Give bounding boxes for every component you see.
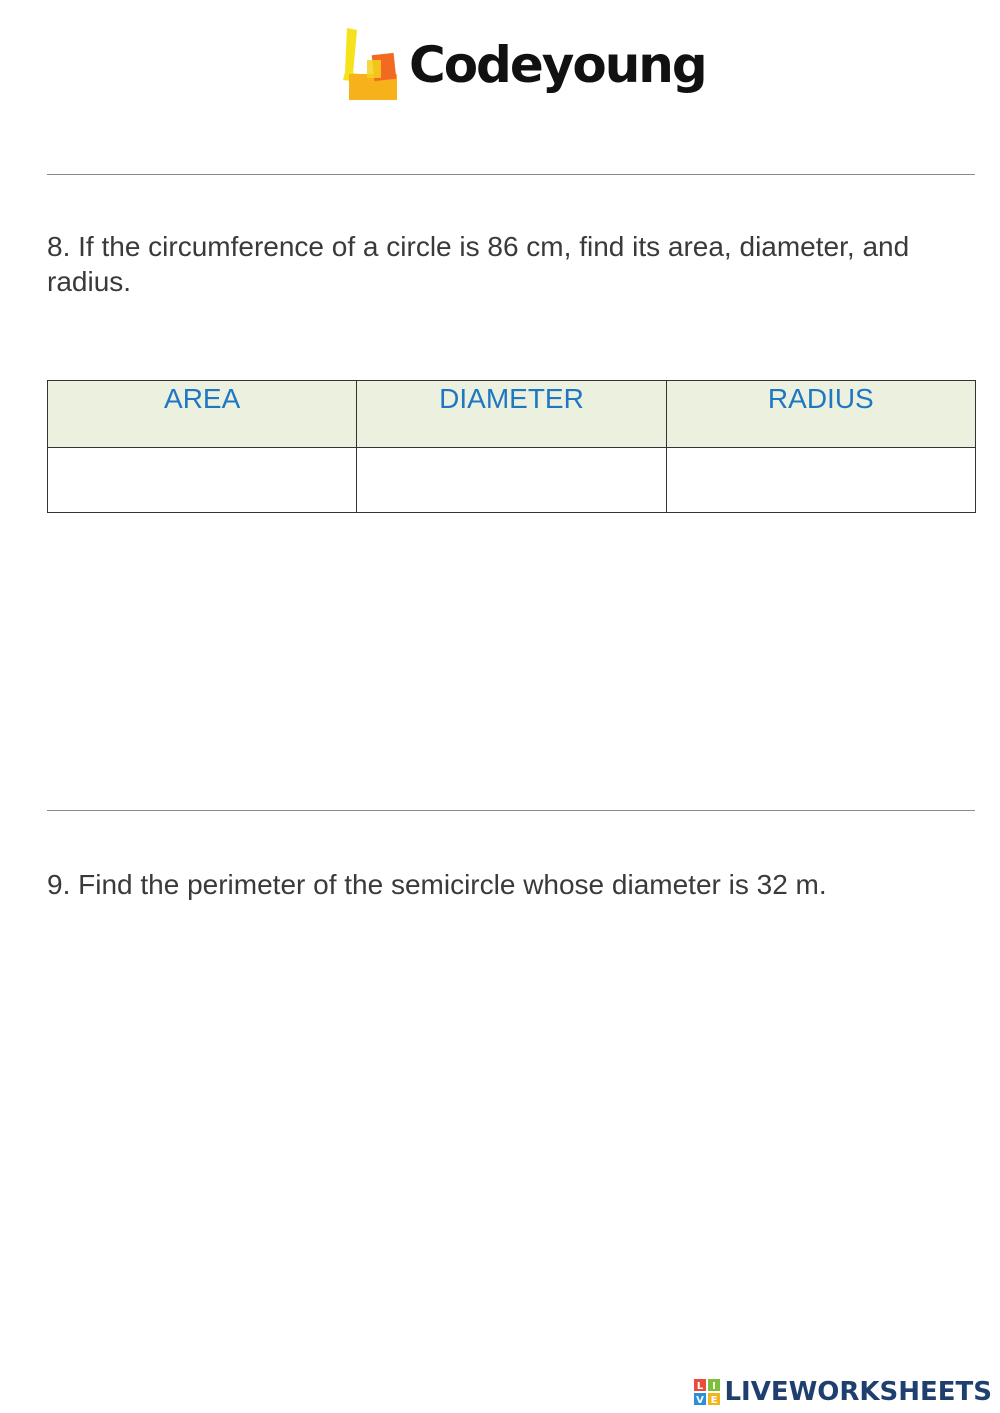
divider-top — [47, 174, 975, 175]
badge-letter-v: V — [696, 1395, 705, 1405]
liveworksheets-logo-icon — [694, 1379, 720, 1405]
liveworksheets-wordmark: LIVEWORKSHEETS — [724, 1377, 992, 1407]
divider-middle — [47, 810, 975, 811]
answer-cell-diameter[interactable] — [357, 448, 666, 513]
header-diameter: DIAMETER — [357, 381, 666, 448]
answer-cell-area[interactable] — [48, 448, 357, 513]
header-radius: RADIUS — [666, 381, 975, 448]
codeyoung-logo — [343, 22, 706, 106]
liveworksheets-footer — [694, 1377, 992, 1407]
question-9: 9. Find the perimeter of the semicircle whose diameter is 32 m. — [47, 869, 827, 900]
badge-letter-l: L — [697, 1381, 704, 1392]
answer-table — [47, 380, 976, 513]
answer-cell-radius[interactable] — [666, 448, 975, 513]
header-area: AREA — [48, 381, 357, 448]
table-header-row — [48, 381, 976, 448]
question-8: 8. If the circumference of a circle is 86 cm, find its area, diameter, and radius. — [47, 231, 910, 297]
codeyoung-logo-icon — [343, 26, 399, 102]
badge-letter-e: E — [711, 1395, 718, 1405]
table-row — [48, 448, 976, 513]
brand-name: Codeyoung — [409, 36, 706, 94]
badge-letter-i: I — [712, 1381, 717, 1392]
